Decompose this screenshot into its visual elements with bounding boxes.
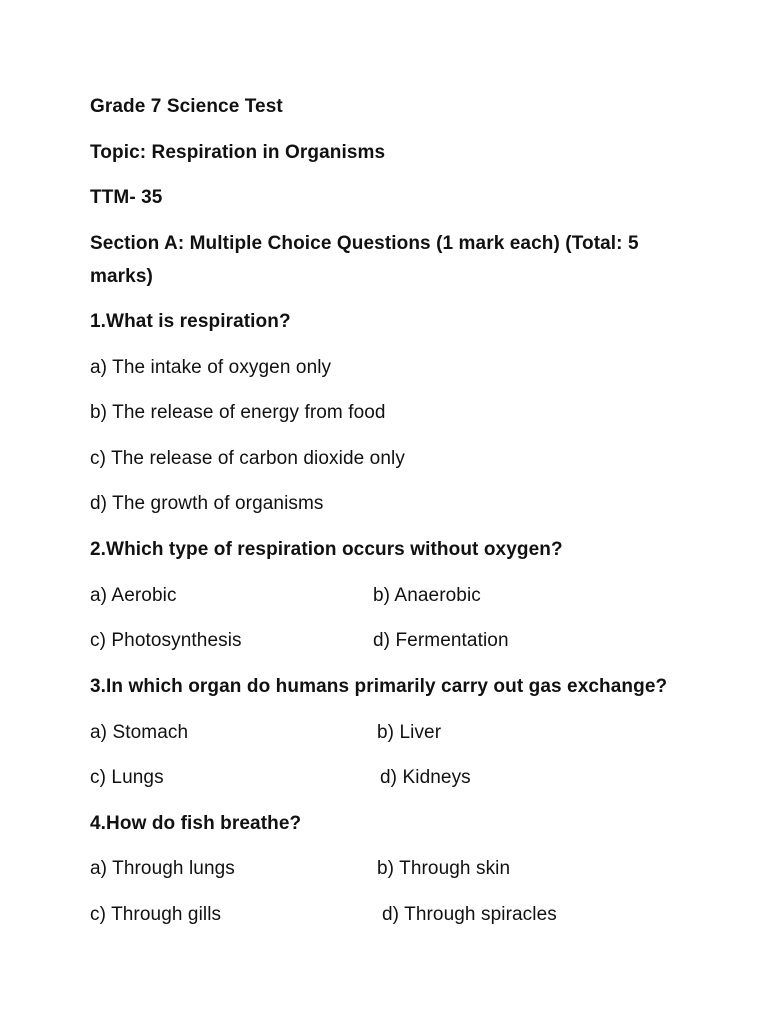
question-2: 2.Which type of respiration occurs without oxygen? xyxy=(90,539,563,560)
question-2-option-d: d) Fermentation xyxy=(373,630,509,651)
section-a-heading-continued: marks) xyxy=(90,266,153,287)
question-3: 3.In which organ do humans primarily carry out gas exchange? xyxy=(90,676,668,697)
question-3-option-d: d) Kidneys xyxy=(380,767,471,788)
topic-line: Topic: Respiration in Organisms xyxy=(90,142,386,163)
question-2-option-a: a) Aerobic xyxy=(90,585,177,606)
question-4-option-b: b) Through skin xyxy=(377,858,511,879)
question-3-option-a: a) Stomach xyxy=(90,722,189,743)
test-code: TTM- 35 xyxy=(90,187,163,208)
question-1-option-a: a) The intake of oxygen only xyxy=(90,357,332,378)
question-2-option-b: b) Anaerobic xyxy=(373,585,481,606)
question-4-option-a: a) Through lungs xyxy=(90,858,235,879)
question-3-option-c: c) Lungs xyxy=(90,767,164,788)
question-1-option-b: b) The release of energy from food xyxy=(90,402,386,423)
question-4-option-c: c) Through gills xyxy=(90,904,222,925)
question-2-option-c: c) Photosynthesis xyxy=(90,630,242,651)
question-1-option-d: d) The growth of organisms xyxy=(90,493,324,514)
question-4: 4.How do fish breathe? xyxy=(90,813,302,834)
section-a-heading: Section A: Multiple Choice Questions (1 mark each) (Total: 5 xyxy=(90,233,639,254)
question-1: 1.What is respiration? xyxy=(90,311,291,332)
test-title: Grade 7 Science Test xyxy=(90,96,283,117)
question-1-option-c: c) The release of carbon dioxide only xyxy=(90,448,405,469)
question-4-option-d: d) Through spiracles xyxy=(382,904,557,925)
question-3-option-b: b) Liver xyxy=(377,722,442,743)
